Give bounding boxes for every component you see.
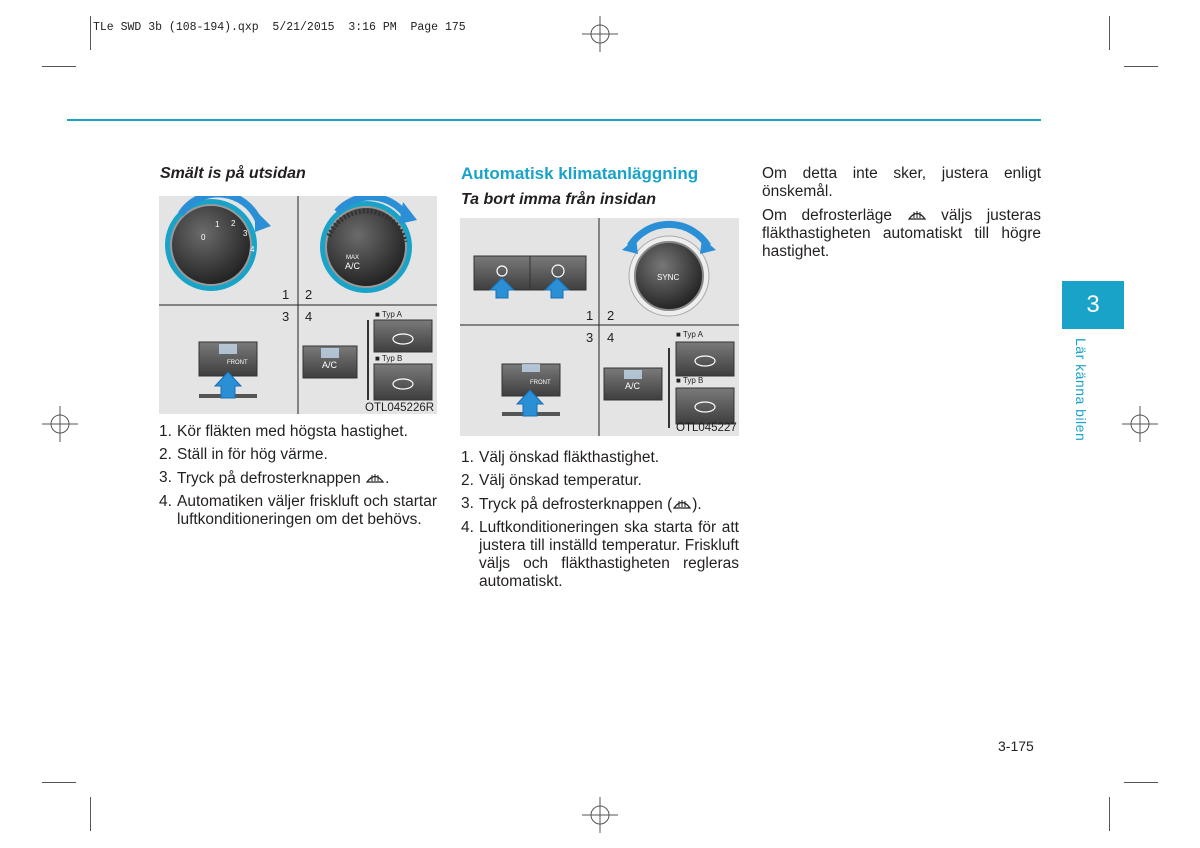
crop-mark (1124, 66, 1158, 67)
fan-speed-label: 2 (231, 219, 236, 228)
figure-label-3: 3 (586, 330, 594, 345)
fan-speed-label: 4 (250, 245, 255, 254)
list-item: 3. Tryck på defrosterknappen ( ). (461, 495, 702, 513)
list-item: 2. Ställ in för hög värme. (159, 446, 328, 463)
figure-illustration (159, 196, 437, 414)
crop-mark (42, 66, 76, 67)
figure-label-1: 1 (282, 287, 290, 302)
crop-mark (1109, 797, 1110, 831)
sub-heading: Ta bort imma från insidan (461, 191, 656, 208)
figure-illustration (460, 218, 739, 436)
header-rule (67, 119, 1041, 121)
figure-manual-climate (159, 196, 437, 414)
typ-a-label: ■ Typ A (676, 330, 703, 339)
sync-label: SYNC (657, 273, 680, 282)
crop-mark (1124, 782, 1158, 783)
fan-speed-label: 3 (243, 229, 248, 238)
figure-label-4: 4 (607, 330, 615, 345)
paragraph: Om defrosterläge väljs justeras fläkthastigheten automatiskt till högre hastighet. (762, 207, 1042, 260)
steps-list (461, 449, 739, 596)
figure-label-2: 2 (305, 287, 313, 302)
front-label: FRONT (530, 380, 551, 386)
front-label: FRONT (227, 360, 248, 366)
registration-mark (42, 406, 78, 442)
crop-mark (42, 782, 76, 783)
list-item: 1. Välj önskad fläkthastighet. (461, 449, 660, 466)
section-heading: Smält is på utsidan (160, 165, 306, 182)
crop-mark (1109, 16, 1110, 50)
list-item: 2. Välj önskad temperatur. (461, 472, 642, 489)
fan-speed-label: 0 (201, 233, 206, 242)
chapter-title: Lär känna bilen (1073, 338, 1089, 442)
figure-label-4: 4 (305, 309, 313, 324)
typ-b-label: ■ Typ B (676, 376, 704, 385)
defroster-icon (365, 469, 385, 485)
figure-label-2: 2 (607, 308, 615, 323)
crop-mark (90, 797, 91, 831)
defroster-icon (672, 495, 692, 511)
fan-speed-label: 1 (215, 220, 220, 229)
typ-a-label: ■ Typ A (375, 310, 402, 319)
registration-mark (582, 16, 618, 52)
steps-list (159, 423, 437, 534)
paragraph: Om detta inte sker, justera enligt önskemål. (762, 165, 1041, 200)
typ-b-label: ■ Typ B (375, 354, 403, 363)
print-slug: TLe SWD 3b (108-194).qxp 5/21/2015 3:16 PM Page 175 (93, 21, 466, 34)
chapter-tab: 3 (1062, 281, 1124, 329)
ac-label: A/C (345, 261, 361, 271)
figure-auto-climate (460, 218, 739, 436)
figure-label-1: 1 (586, 308, 594, 323)
list-item: 4. Automatiken väljer friskluft och startar luftkonditioneringen om det behövs. (159, 493, 437, 528)
section-heading-blue: Automatisk klimatanläggning (461, 164, 699, 183)
list-item: 3. Tryck på defrosterknappen . (159, 469, 390, 487)
registration-mark (582, 797, 618, 833)
figure-code: OTL045226R (365, 402, 435, 414)
page-number: 3-175 (998, 738, 1034, 754)
defroster-icon (907, 206, 927, 222)
ac-button-label: A/C (322, 360, 338, 370)
figure-label-3: 3 (282, 309, 290, 324)
list-item: 1. Kör fläkten med högsta hastighet. (159, 423, 408, 440)
list-item: 4. Luftkonditioneringen ska starta för att justera till inställd temperatur. Friskluft väljs och fläkthastigheten regleras automatiskt. (461, 519, 739, 590)
crop-mark (90, 16, 91, 50)
ac-button-label: A/C (625, 381, 641, 391)
figure-code: OTL045227 (676, 422, 737, 434)
max-label: MAX (346, 255, 360, 261)
registration-mark (1122, 406, 1158, 442)
